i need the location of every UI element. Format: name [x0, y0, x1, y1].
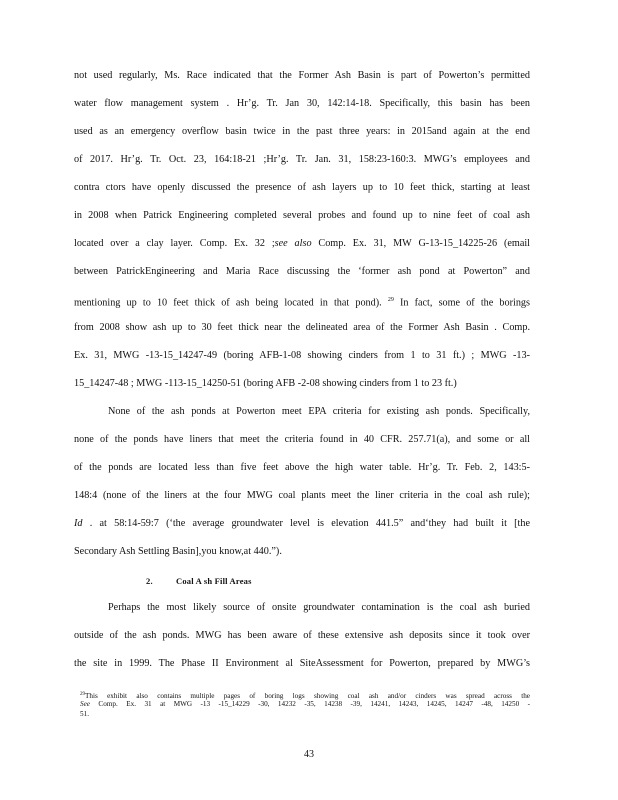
body-line-8: between PatrickEngineering and Maria Race discussing the ‘former ash pond at Powerton” and	[74, 266, 530, 277]
body-line-16: 148:4 (none of the liners at the four MWG coal plants meet the liner criteria in the coal ash rule);	[74, 490, 530, 501]
body-line-4: of 2017. Hr’g. Tr. Oct. 23, 164:18-21 ;Hr’g. Tr. Jan. 31, 158:23-160:3. MWG’s employees and	[74, 154, 530, 165]
body-line-17b: . at 58:14-59:7 (‘the average groundwater level is elevation 441.5” and‘they had built it [the	[82, 518, 530, 529]
section-heading	[146, 575, 252, 587]
body-line-7a: located over a clay layer. Comp. Ex. 32 ;	[74, 238, 275, 249]
body-line-5: contra ctors have openly discussed the presence of ash layers up to 10 feet thick, starting at least	[74, 182, 530, 193]
body-line-3: used as an emergency overflow basin twice in the past three years: in 2015and again at the end	[74, 126, 530, 137]
body-line-1: not used regularly, Ms. Race indicated that the Former Ash Basin is part of Powerton’s permitted	[74, 70, 530, 81]
body-line-2: water flow management system . Hr’g. Tr. Jan 30, 142:14-18. Specifically, this basin has been	[74, 98, 530, 109]
footnote-see-signal: See	[80, 700, 90, 708]
body-line-7	[74, 237, 530, 251]
page-number: 43	[304, 749, 314, 760]
body-line-12: 15_14247-48 ; MWG -113-15_14250-51 (boring AFB -2-08 showing cinders from 1 to 23 ft.)	[74, 378, 457, 389]
body-line-9	[74, 293, 530, 310]
footnote-marker: 29	[80, 692, 85, 697]
footnote-reference: 29	[387, 297, 394, 303]
see-also-signal: see also	[274, 238, 312, 249]
body-line-6: in 2008 when Patrick Engineering completed several probes and found up to nine feet of coal ash	[74, 210, 530, 221]
body-line-11: Ex. 31, MWG -13-15_14247-49 (boring AFB-1-08 showing cinders from 1 to 31 ft.) ; MWG -13-	[74, 350, 530, 361]
footnote-text-2: Comp. Ex. 31 at MWG -13 -15_14229 -30, 14232 -35, 14238 -39, 14241, 14243, 14245, 14247 -48, 14250 -	[98, 700, 530, 708]
section-title: Coal A sh Fill Areas	[176, 576, 252, 586]
footnote-line-3: 51.	[80, 710, 89, 718]
body-line-13: None of the ash ponds at Powerton meet EPA criteria for existing ash ponds. Specifically,	[108, 406, 530, 417]
id-signal: Id	[74, 518, 83, 529]
section-number: 2.	[146, 576, 153, 586]
body-line-10: from 2008 show ash up to 30 feet thick near the delineated area of the Former Ash Basin . Comp.	[74, 322, 530, 333]
body-line-7b: Comp. Ex. 31, MW G-13-15_14225-26 (email	[311, 238, 530, 249]
body-line-14: none of the ponds have liners that meet the criteria found in 40 CFR. 257.71(a), and some or all	[74, 434, 530, 445]
body-line-15: of the ponds are located less than five feet above the high water table. Hr’g. Tr. Feb. 2, 143:5-	[74, 462, 530, 473]
body-line-19: Perhaps the most likely source of onsite groundwater contamination is the coal ash buried	[108, 602, 530, 613]
footnote-line-2	[80, 700, 530, 709]
body-line-20: outside of the ash ponds. MWG has been aware of these extensive ash deposits since it took over	[74, 630, 530, 641]
body-line-21: the site in 1999. The Phase II Environment al SiteAssessment for Powerton, prepared by MWG’s	[74, 658, 530, 669]
body-line-17	[74, 517, 530, 531]
body-line-9a: mentioning up to 10 feet thick of ash being located in that pond).	[74, 297, 382, 309]
body-line-9b: In fact, some of the borings	[393, 297, 530, 309]
body-line-18: Secondary Ash Settling Basin],you know,at 440.”).	[74, 546, 282, 557]
footnote-text-1: This exhibit also contains multiple pages of boring logs showing coal ash and/or cinders was spread across the	[85, 692, 530, 700]
